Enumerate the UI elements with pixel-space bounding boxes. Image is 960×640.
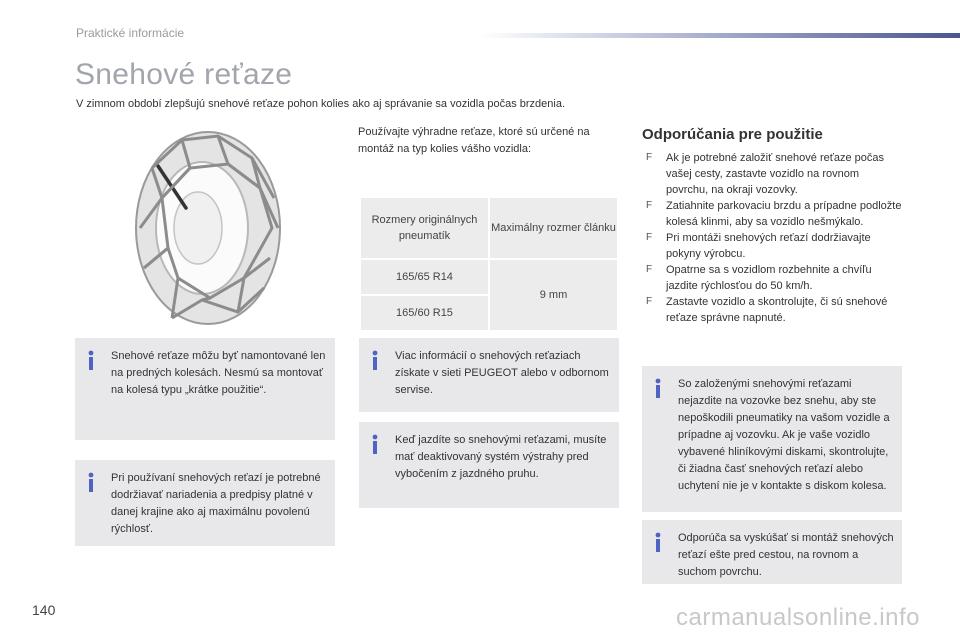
info-text: Snehové reťaze môžu byť namontované len na predných kolesách. Nesmú sa montovať na kolesá typu „krátke použitie“.	[111, 350, 326, 396]
info-text: Odporúča sa vyskúšať si montáž snehových reťazí ešte pred cestou, na rovnom a suchom povrchu.	[678, 532, 894, 578]
intro-text: V zimnom období zlepšujú snehové reťaze pohon kolies ako aj správanie sa vozidla počas brzdenia.	[76, 98, 566, 110]
info-icon	[371, 350, 379, 370]
tire-chain-illustration	[132, 128, 284, 328]
info-box-regulations	[75, 460, 335, 546]
usage-text: Používajte výhradne reťaze, ktoré sú určené na montáž na typ kolies vášho vozidla:	[358, 126, 590, 155]
bullet-icon: F	[646, 152, 653, 163]
info-icon	[654, 378, 662, 398]
info-text: So založenými snehovými reťazami nejazdite na vozovke bez snehu, aby ste nepoškodili pneumatiky na vašom vozidle a prípadne aj vozovku. Ak je vaše vozidlo vybavené hliníkovými diskami, skontrolujte, či žiadna časť snehových reťazí alebo uchytení nie je v kontakte s diskom kolesa.	[678, 378, 890, 492]
list-item: F Opatrne sa s vozidlom rozbehnite a chvíľu jazdite rýchlosťou do 50 km/h.	[646, 264, 872, 292]
table-cell-tire: 165/60 R15	[360, 295, 489, 331]
table-row	[360, 197, 618, 259]
bullet-icon: F	[646, 296, 653, 307]
header-bar	[480, 33, 960, 38]
list-item: F Zatiahnite parkovaciu brzdu a prípadne podložte kolesá klinmi, aby sa vozidlo nešmýkalo.	[646, 200, 902, 228]
watermark-text: carmanualsonline.info	[676, 604, 920, 631]
table-header-link-size: Maximálny rozmer článku	[489, 197, 618, 259]
info-icon	[87, 472, 95, 492]
info-text: Pri používaní snehových reťazí je potrebné dodržiavať nariadenia a predpisy platné v danej krajine ako aj maximálnu povolenú rýchlosť.	[111, 472, 321, 535]
list-item: F Zastavte vozidlo a skontrolujte, či sú snehové reťaze správne napnuté.	[646, 296, 888, 324]
table-header-tire-size: Rozmery originálnych pneumatík	[360, 197, 489, 259]
page-number: 140	[32, 602, 56, 618]
info-box-lane-warning	[359, 422, 619, 508]
section-label: Praktické informácie	[76, 26, 185, 40]
list-item: F Pri montáži snehových reťazí dodržiavajte pokyny výrobcu.	[646, 232, 871, 260]
info-icon	[371, 434, 379, 454]
table-row	[360, 259, 618, 295]
table-cell-tire: 165/65 R14	[360, 259, 489, 295]
recommendations-title: Odporúčania pre použitie	[642, 126, 823, 143]
bullet-icon: F	[646, 264, 653, 275]
info-text: Keď jazdíte so snehovými reťazami, musíte mať deaktivovaný systém výstrahy pred vybočením z jazdného pruhu.	[395, 434, 607, 480]
info-box-alloy-wheels	[642, 366, 902, 512]
bullet-icon: F	[646, 232, 653, 243]
info-box-test-fitting	[642, 520, 902, 584]
info-box-front-wheels	[75, 338, 335, 440]
recommendations-list	[646, 150, 902, 326]
tire-size-table	[359, 196, 619, 332]
table-cell-max-size: 9 mm	[489, 259, 618, 331]
bullet-icon: F	[646, 200, 653, 211]
tire-chain-icon	[132, 128, 284, 328]
info-box-more-info	[359, 338, 619, 412]
list-item: F Ak je potrebné založiť snehové reťaze počas vašej cesty, zastavte vozidlo na rovnom povrchu, na okraji vozovky.	[646, 152, 884, 196]
page-title: Snehové reťaze	[75, 58, 293, 91]
info-icon	[87, 350, 95, 370]
info-text: Viac informácií o snehových reťaziach získate v sieti PEUGEOT alebo v odbornom servise.	[395, 350, 609, 396]
info-icon	[654, 532, 662, 552]
